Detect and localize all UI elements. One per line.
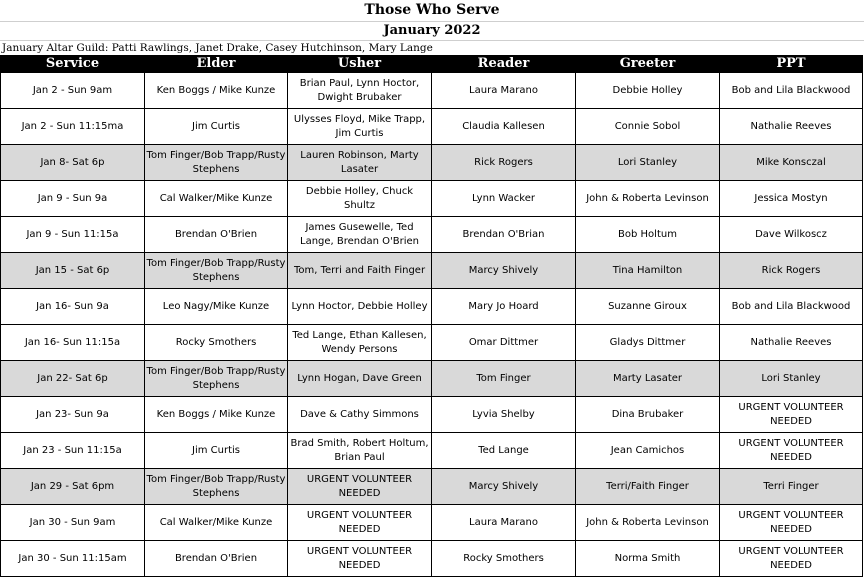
- cell-reader[interactable]: Brendan O'Brian: [432, 217, 576, 253]
- cell-elder[interactable]: Jim Curtis: [145, 109, 288, 145]
- cell-greeter[interactable]: Tina Hamilton: [576, 253, 720, 289]
- cell-service[interactable]: Jan 16- Sun 11:15a: [1, 325, 145, 361]
- sheet-title[interactable]: Those Who Serve: [0, 0, 864, 22]
- table-row: [1, 109, 863, 145]
- col-header-reader[interactable]: Reader: [432, 55, 576, 73]
- cell-elder[interactable]: Cal Walker/Mike Kunze: [145, 505, 288, 541]
- cell-reader[interactable]: Lynn Wacker: [432, 181, 576, 217]
- cell-greeter[interactable]: Dina Brubaker: [576, 397, 720, 433]
- table-row: [1, 73, 863, 109]
- table-row: [1, 181, 863, 217]
- col-header-usher[interactable]: Usher: [288, 55, 432, 73]
- cell-ppt[interactable]: Terri Finger: [720, 469, 863, 505]
- cell-usher[interactable]: URGENT VOLUNTEER NEEDED: [288, 541, 432, 577]
- cell-reader[interactable]: Claudia Kallesen: [432, 109, 576, 145]
- table-row: [1, 541, 863, 577]
- cell-service[interactable]: Jan 30 - Sun 9am: [1, 505, 145, 541]
- cell-service[interactable]: Jan 2 - Sun 9am: [1, 73, 145, 109]
- cell-greeter[interactable]: Jean Camichos: [576, 433, 720, 469]
- cell-ppt[interactable]: Dave Wilkoscz: [720, 217, 863, 253]
- cell-service[interactable]: Jan 23 - Sun 11:15a: [1, 433, 145, 469]
- cell-reader[interactable]: Laura Marano: [432, 505, 576, 541]
- cell-usher[interactable]: Brian Paul, Lynn Hoctor, Dwight Brubaker: [288, 73, 432, 109]
- cell-greeter[interactable]: Lori Stanley: [576, 145, 720, 181]
- cell-usher[interactable]: Lynn Hogan, Dave Green: [288, 361, 432, 397]
- cell-service[interactable]: Jan 29 - Sat 6pm: [1, 469, 145, 505]
- cell-usher[interactable]: Brad Smith, Robert Holtum, Brian Paul: [288, 433, 432, 469]
- table-row: [1, 361, 863, 397]
- cell-ppt[interactable]: Mike Konsczal: [720, 145, 863, 181]
- cell-reader[interactable]: Tom Finger: [432, 361, 576, 397]
- table-row: [1, 433, 863, 469]
- cell-greeter[interactable]: Connie Sobol: [576, 109, 720, 145]
- cell-ppt[interactable]: URGENT VOLUNTEER NEEDED: [720, 433, 863, 469]
- cell-greeter[interactable]: Debbie Holley: [576, 73, 720, 109]
- table-row: [1, 397, 863, 433]
- cell-elder[interactable]: Tom Finger/Bob Trapp/Rusty Stephens: [145, 253, 288, 289]
- header-row: [1, 55, 863, 73]
- cell-reader[interactable]: Lyvia Shelby: [432, 397, 576, 433]
- cell-elder[interactable]: Rocky Smothers: [145, 325, 288, 361]
- cell-elder[interactable]: Tom Finger/Bob Trapp/Rusty Stephens: [145, 361, 288, 397]
- table-row: [1, 325, 863, 361]
- cell-service[interactable]: Jan 15 - Sat 6p: [1, 253, 145, 289]
- cell-service[interactable]: Jan 23- Sun 9a: [1, 397, 145, 433]
- altar-guild-line[interactable]: January Altar Guild: Patti Rawlings, Janet Drake, Casey Hutchinson, Mary Lange: [2, 42, 433, 54]
- cell-usher[interactable]: Ted Lange, Ethan Kallesen, Wendy Persons: [288, 325, 432, 361]
- cell-ppt[interactable]: Lori Stanley: [720, 361, 863, 397]
- cell-usher[interactable]: Lauren Robinson, Marty Lasater: [288, 145, 432, 181]
- table-row: [1, 289, 863, 325]
- cell-greeter[interactable]: Terri/Faith Finger: [576, 469, 720, 505]
- cell-elder[interactable]: Cal Walker/Mike Kunze: [145, 181, 288, 217]
- cell-ppt[interactable]: URGENT VOLUNTEER NEEDED: [720, 541, 863, 577]
- cell-greeter[interactable]: John & Roberta Levinson: [576, 181, 720, 217]
- cell-reader[interactable]: Ted Lange: [432, 433, 576, 469]
- cell-greeter[interactable]: Bob Holtum: [576, 217, 720, 253]
- cell-usher[interactable]: Ulysses Floyd, Mike Trapp, Jim Curtis: [288, 109, 432, 145]
- cell-ppt[interactable]: Bob and Lila Blackwood: [720, 289, 863, 325]
- cell-usher[interactable]: Dave & Cathy Simmons: [288, 397, 432, 433]
- cell-greeter[interactable]: John & Roberta Levinson: [576, 505, 720, 541]
- cell-elder[interactable]: Brendan O'Brien: [145, 541, 288, 577]
- cell-usher[interactable]: Tom, Terri and Faith Finger: [288, 253, 432, 289]
- cell-reader[interactable]: Omar Dittmer: [432, 325, 576, 361]
- col-header-greeter[interactable]: Greeter: [576, 55, 720, 73]
- cell-elder[interactable]: Ken Boggs / Mike Kunze: [145, 397, 288, 433]
- col-header-elder[interactable]: Elder: [145, 55, 288, 73]
- col-header-service[interactable]: Service: [1, 55, 145, 73]
- cell-greeter[interactable]: Marty Lasater: [576, 361, 720, 397]
- cell-greeter[interactable]: Gladys Dittmer: [576, 325, 720, 361]
- cell-service[interactable]: Jan 2 - Sun 11:15ma: [1, 109, 145, 145]
- sheet-subtitle[interactable]: January 2022: [0, 22, 864, 41]
- cell-service[interactable]: Jan 9 - Sun 11:15a: [1, 217, 145, 253]
- table-row: [1, 145, 863, 181]
- cell-elder[interactable]: Leo Nagy/Mike Kunze: [145, 289, 288, 325]
- table-row: [1, 469, 863, 505]
- cell-service[interactable]: Jan 22- Sat 6p: [1, 361, 145, 397]
- cell-service[interactable]: Jan 16- Sun 9a: [1, 289, 145, 325]
- cell-usher[interactable]: Debbie Holley, Chuck Shultz: [288, 181, 432, 217]
- cell-reader[interactable]: Mary Jo Hoard: [432, 289, 576, 325]
- cell-ppt[interactable]: Jessica Mostyn: [720, 181, 863, 217]
- schedule-table: [0, 55, 863, 577]
- cell-usher[interactable]: James Gusewelle, Ted Lange, Brendan O'Brien: [288, 217, 432, 253]
- cell-elder[interactable]: Tom Finger/Bob Trapp/Rusty Stephens: [145, 145, 288, 181]
- cell-service[interactable]: Jan 9 - Sun 9a: [1, 181, 145, 217]
- cell-usher[interactable]: URGENT VOLUNTEER NEEDED: [288, 469, 432, 505]
- cell-usher[interactable]: Lynn Hoctor, Debbie Holley: [288, 289, 432, 325]
- cell-greeter[interactable]: Norma Smith: [576, 541, 720, 577]
- cell-elder[interactable]: Jim Curtis: [145, 433, 288, 469]
- col-header-ppt[interactable]: PPT: [720, 55, 863, 73]
- cell-ppt[interactable]: URGENT VOLUNTEER NEEDED: [720, 397, 863, 433]
- cell-elder[interactable]: Ken Boggs / Mike Kunze: [145, 73, 288, 109]
- cell-elder[interactable]: Tom Finger/Bob Trapp/Rusty Stephens: [145, 469, 288, 505]
- cell-reader[interactable]: Marcy Shively: [432, 469, 576, 505]
- table-row: [1, 505, 863, 541]
- cell-service[interactable]: Jan 8- Sat 6p: [1, 145, 145, 181]
- cell-ppt[interactable]: Nathalie Reeves: [720, 109, 863, 145]
- table-row: [1, 253, 863, 289]
- cell-greeter[interactable]: Suzanne Giroux: [576, 289, 720, 325]
- schedule-body: [1, 73, 863, 577]
- cell-usher[interactable]: URGENT VOLUNTEER NEEDED: [288, 505, 432, 541]
- cell-ppt[interactable]: URGENT VOLUNTEER NEEDED: [720, 505, 863, 541]
- cell-elder[interactable]: Brendan O'Brien: [145, 217, 288, 253]
- cell-reader[interactable]: Rick Rogers: [432, 145, 576, 181]
- table-row: [1, 217, 863, 253]
- cell-reader[interactable]: Rocky Smothers: [432, 541, 576, 577]
- cell-ppt[interactable]: Nathalie Reeves: [720, 325, 863, 361]
- cell-service[interactable]: Jan 30 - Sun 11:15am: [1, 541, 145, 577]
- cell-reader[interactable]: Marcy Shively: [432, 253, 576, 289]
- cell-reader[interactable]: Laura Marano: [432, 73, 576, 109]
- cell-ppt[interactable]: Bob and Lila Blackwood: [720, 73, 863, 109]
- cell-ppt[interactable]: Rick Rogers: [720, 253, 863, 289]
